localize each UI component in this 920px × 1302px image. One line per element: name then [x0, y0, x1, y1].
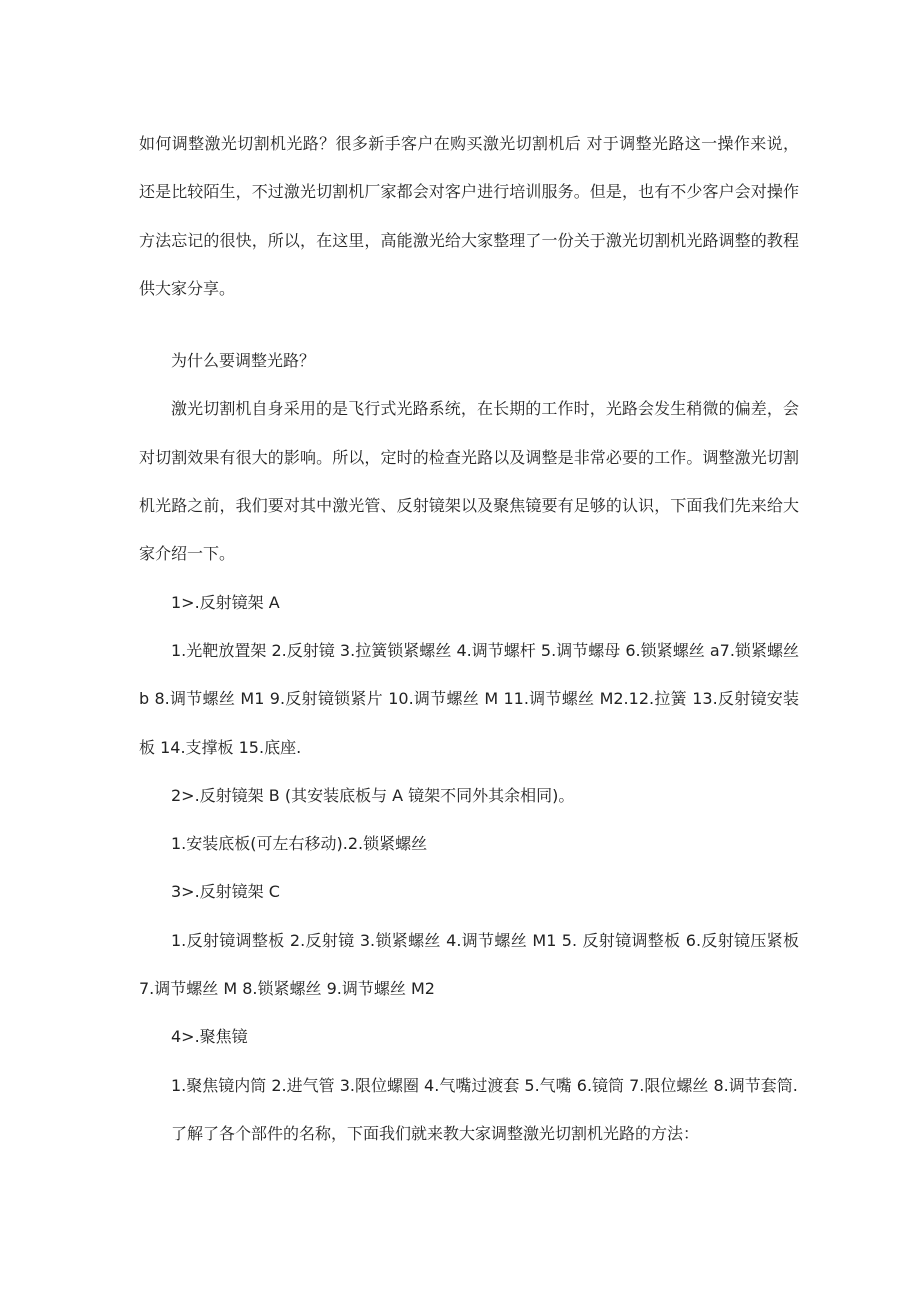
mirror-mount-a-parts: 1.光靶放置架 2.反射镜 3.拉簧锁紧螺丝 4.调节螺杆 5.调节螺母 6.锁紧螺丝 a7.锁紧螺丝 b 8.调节螺丝 M1 9.反射镜锁紧片 10.调节螺丝 M 11.调节螺丝 M2.12.拉簧 13.反射镜安装板 14.支撑板 15.底座. — [139, 640, 799, 757]
focus-lens-parts: 1.聚焦镜内筒 2.进气管 3.限位螺圈 4.气嘴过渡套 5.气嘴 6.镜筒 7.限位螺丝 8.调节套筒. — [171, 1075, 798, 1095]
document-body — [139, 120, 799, 1158]
mirror-mount-b-heading: 2>.反射镜架 B (其安装底板与 A 镜架不同外其余相同)。 — [171, 785, 575, 805]
intro-paragraph: 如何调整激光切割机光路？很多新手客户在购买激光切割机后 对于调整光路这一操作来说，还是比较陌生，不过激光切割机厂家都会对客户进行培训服务。但是，也有不少客户会对操作方法忘记的很快，所以，在这里，高能激光给大家整理了一份关于激光切割机光路调整的教程供大家分享。 — [139, 134, 799, 298]
explanation-paragraph: 激光切割机自身采用的是飞行式光路系统，在长期的工作时，光路会发生稍微的偏差，会对切割效果有很大的影响。所以，定时的检查光路以及调整是非常必要的工作。调整激光切割机光路之前，我们要对其中激光管、反射镜架以及聚焦镜要有足够的认识，下面我们先来给大家介绍一下。 — [139, 399, 799, 564]
method-intro-paragraph: 了解了各个部件的名称，下面我们就来教大家调整激光切割机光路的方法： — [171, 1123, 700, 1143]
section-heading-why-adjust: 为什么要调整光路？ — [171, 351, 316, 371]
focus-lens-heading: 4>.聚焦镜 — [171, 1027, 248, 1047]
mirror-mount-c-heading: 3>.反射镜架 C — [171, 882, 280, 902]
mirror-mount-b-parts: 1.安装底板(可左右移动).2.锁紧螺丝 — [171, 834, 428, 854]
mirror-mount-c-parts: 1.反射镜调整板 2.反射镜 3.锁紧螺丝 4.调节螺丝 M1 5. 反射镜调整板 6.反射镜压紧板 7.调节螺丝 M 8.锁紧螺丝 9.调节螺丝 M2 — [139, 930, 799, 999]
mirror-mount-a-heading: 1>.反射镜架 A — [171, 592, 280, 612]
